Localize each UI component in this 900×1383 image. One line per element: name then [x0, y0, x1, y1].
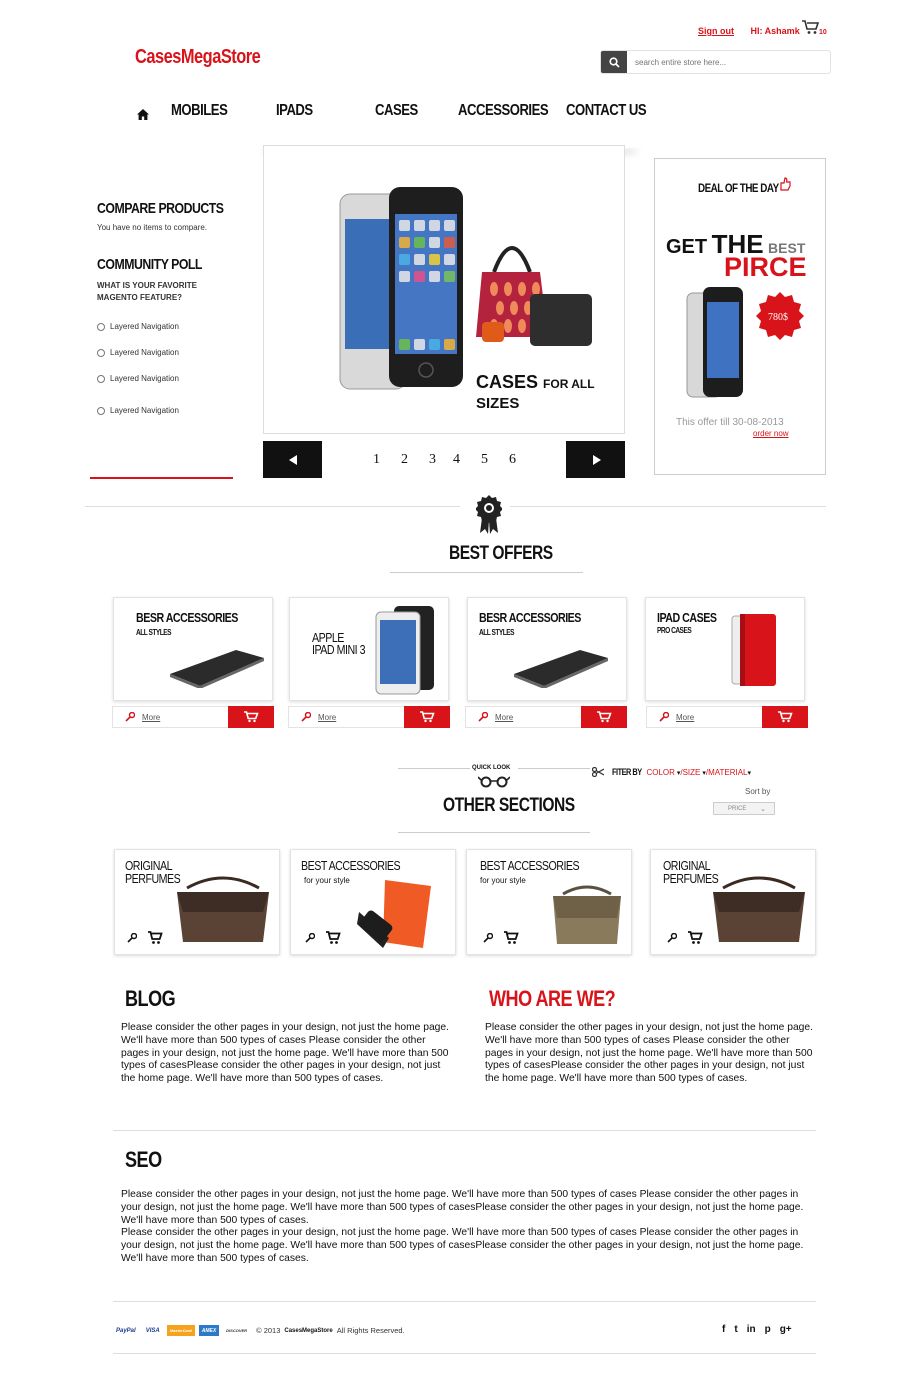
poll-option[interactable]: Layered Navigation [97, 374, 179, 383]
search-input[interactable] [627, 58, 827, 67]
quick-look-label: QUICK LOOK [472, 765, 511, 771]
key-icon [125, 712, 135, 722]
sort-select[interactable]: PRICE ⌄ [713, 802, 775, 815]
thumb-icon [779, 177, 791, 191]
divider [390, 572, 583, 573]
divider [398, 768, 470, 769]
divider [85, 506, 460, 507]
order-now-link[interactable]: order now [753, 429, 789, 438]
seo-text-2: Please consider the other pages in your design, not just the home page. We'll have more than 500 types of cases Please consider the other pages in your design, not just the home page. We'll have more than 500 types of casesPlease consider the other pages in your design, not just the home page. We'll have more than 500 types of cases. [121, 1227, 804, 1264]
key-icon[interactable] [127, 933, 137, 943]
key-icon [478, 712, 488, 722]
offer-card[interactable]: BESR ACCESSORIES ALL STYLES [113, 597, 273, 701]
social-links [722, 1324, 792, 1335]
glasses-icon [478, 776, 510, 788]
add-to-cart-button[interactable] [228, 706, 274, 728]
ipad-mini-image [374, 604, 438, 696]
cart-icon[interactable] [503, 931, 519, 945]
poll-option[interactable]: Layered Navigation [97, 348, 179, 357]
section-card[interactable]: ORIGINAL PERFUMES [650, 849, 816, 955]
bag-image [173, 870, 275, 946]
cart-icon[interactable] [325, 931, 341, 945]
copyright-year: © 2013 [256, 1326, 281, 1335]
page-2[interactable]: 2 [401, 452, 408, 467]
mastercard-icon: MasterCard [167, 1325, 195, 1336]
ribbon-award-icon [476, 494, 502, 534]
iphone-image [334, 184, 474, 394]
key-icon [301, 712, 311, 722]
visa-icon: VISA [145, 1327, 160, 1334]
deal-price-word: PIRCE [724, 252, 807, 282]
more-link[interactable]: More [676, 713, 695, 722]
slider-caption-sizes: SIZES [476, 395, 520, 412]
seo-text-1: Please consider the other pages in your design, not just the home page. We'll have more than 500 types of cases Please consider the other pages in your design, not just the home page. We'll have more than 500 types of casesPlease consider the other pages in your design, not just the home page. We'll have more than 500 types of cases. [121, 1189, 804, 1226]
page-3[interactable]: 3 [429, 452, 436, 467]
filter-color[interactable]: COLOR [646, 768, 675, 777]
offer-card[interactable]: APPLE IPAD MINI 3 [289, 597, 449, 701]
key-icon[interactable] [483, 933, 493, 943]
cart-icon[interactable] [147, 931, 163, 945]
divider [398, 832, 590, 833]
filter-material[interactable]: /MATERIAL [705, 768, 748, 777]
sleeve-image [357, 872, 437, 954]
page-6[interactable]: 6 [509, 452, 516, 467]
scissors-icon [592, 767, 604, 777]
cases-image [472, 224, 602, 354]
prev-button[interactable] [263, 441, 322, 478]
filter-bar: FITER BY COLOR ▾/SIZE ▾/MATERIAL▾ [612, 767, 751, 777]
cart-count: 10 [819, 29, 827, 36]
sign-out-link[interactable]: Sign out [698, 26, 734, 36]
amex-icon: AMEX [199, 1325, 219, 1336]
section-card[interactable]: ORIGINAL PERFUMES [114, 849, 280, 955]
linkedin-icon[interactable]: in [746, 1324, 756, 1335]
page-5[interactable]: 5 [481, 452, 488, 467]
chevron-down-icon: ⌄ [760, 806, 766, 813]
poll-option[interactable]: Layered Navigation [97, 322, 179, 331]
deal-phone-image [685, 285, 745, 400]
who-text: Please consider the other pages in your design, not just the home page. We'll have more than 500 types of cases Please consider the other pages in your design, not just the home page. We'll have more than 500 types of casesPlease consider the other pages in your design, not just the home page. We'll have more than 500 types of cases. [485, 1022, 813, 1085]
filter-label: FITER BY [612, 767, 642, 777]
compare-text: You have no items to compare. [97, 223, 207, 232]
poll-question: WHAT IS YOUR FAVORITE MAGENTO FEATURE? [97, 281, 198, 302]
key-icon[interactable] [667, 933, 677, 943]
divider [113, 1353, 816, 1354]
logo[interactable]: CasesMegaStore [135, 46, 261, 68]
footer-payments [113, 1325, 405, 1336]
page-4[interactable]: 4 [453, 452, 460, 467]
compare-title: COMPARE PRODUCTS [97, 200, 224, 217]
discover-icon: DISCOVER [226, 1328, 248, 1333]
google-plus-icon[interactable]: g+ [779, 1324, 792, 1335]
copyright-text: All Rights Reserved. [336, 1326, 405, 1335]
nav-cases[interactable]: CASES [375, 102, 418, 119]
filter-size[interactable]: /SIZE [680, 768, 701, 777]
nav-accessories[interactable]: ACCESSORIES [458, 102, 549, 119]
cart-icon[interactable] [687, 931, 703, 945]
twitter-icon[interactable]: t [734, 1324, 738, 1335]
divider [518, 768, 590, 769]
hero-slider[interactable] [263, 145, 625, 434]
accessory-image [166, 646, 268, 688]
greeting: HI: Ashamk [750, 26, 800, 36]
key-icon[interactable] [305, 933, 315, 943]
blog-text: Please consider the other pages in your design, not just the home page. We'll have more than 500 types of cases Please consider the other pages in your design, not just the home page. We'll have more than 500 types of casesPlease consider the other pages in your design, not just the home page. We'll have more than 500 types of cases. [121, 1022, 449, 1085]
sidebar [97, 200, 237, 415]
poll-title: COMMUNITY POLL [97, 256, 202, 273]
ipad-case-image [730, 612, 780, 688]
add-to-cart-button[interactable] [404, 706, 450, 728]
slider-pager [263, 441, 625, 478]
add-to-cart-button[interactable] [762, 706, 808, 728]
poll-option[interactable]: Layered Navigation [97, 406, 179, 415]
page-1[interactable]: 1 [373, 452, 380, 467]
deal-price: 780$ [768, 312, 788, 323]
facebook-icon[interactable]: f [722, 1324, 726, 1335]
nav-contact-us[interactable]: CONTACT US [566, 102, 647, 119]
messenger-bag-image [549, 880, 625, 946]
deal-of-the-day [654, 158, 826, 475]
more-link[interactable]: More [142, 713, 161, 722]
section-card[interactable]: BEST ACCESSORIES for your style [290, 849, 456, 955]
other-sections-title: OTHER SECTIONS [443, 795, 575, 816]
key-icon [659, 712, 669, 722]
divider [113, 1301, 816, 1302]
top-links [698, 26, 800, 36]
sidebar-divider [90, 477, 233, 479]
paypal-icon: PayPal [116, 1327, 136, 1334]
copyright-brand: CasesMegaStore [284, 1327, 333, 1334]
more-link[interactable]: More [318, 713, 337, 722]
best-offers-title: BEST OFFERS [449, 543, 553, 564]
nav-ipads[interactable]: IPADS [276, 102, 313, 119]
deal-title: DEAL OF THE DAY [698, 181, 779, 195]
deal-headline: GET THE BEST [666, 229, 806, 259]
pinterest-icon[interactable]: p [764, 1324, 771, 1335]
more-link[interactable]: More [495, 713, 514, 722]
blog-title: BLOG [125, 986, 176, 1011]
nav-mobiles[interactable]: MOBILES [171, 102, 228, 119]
slider-caption: CASES FOR ALL [476, 372, 595, 392]
add-to-cart-button[interactable] [581, 706, 627, 728]
offer-actions [288, 706, 450, 728]
offer-card[interactable]: IPAD CASES PRO CASES [645, 597, 805, 701]
section-card[interactable]: BEST ACCESSORIES for your style [466, 849, 632, 955]
main-nav [0, 96, 900, 146]
offer-text: This offer till 30-08-2013 [676, 417, 784, 428]
seo-title: SEO [125, 1147, 162, 1172]
cart-icon[interactable] [801, 19, 829, 39]
search-bar [600, 50, 831, 74]
offer-card[interactable]: BESR ACCESSORIES ALL STYLES [467, 597, 627, 701]
divider [113, 1130, 816, 1131]
offer-actions [465, 706, 627, 728]
bag-image [709, 870, 811, 946]
accessory-image [510, 646, 612, 688]
who-title: WHO ARE WE? [489, 986, 616, 1011]
offer-actions [646, 706, 808, 728]
offer-actions [112, 706, 274, 728]
divider [510, 506, 826, 507]
search-icon[interactable] [601, 51, 627, 73]
sort-by-label: Sort by [745, 787, 771, 796]
home-icon[interactable] [137, 107, 149, 125]
next-button[interactable] [566, 441, 625, 478]
